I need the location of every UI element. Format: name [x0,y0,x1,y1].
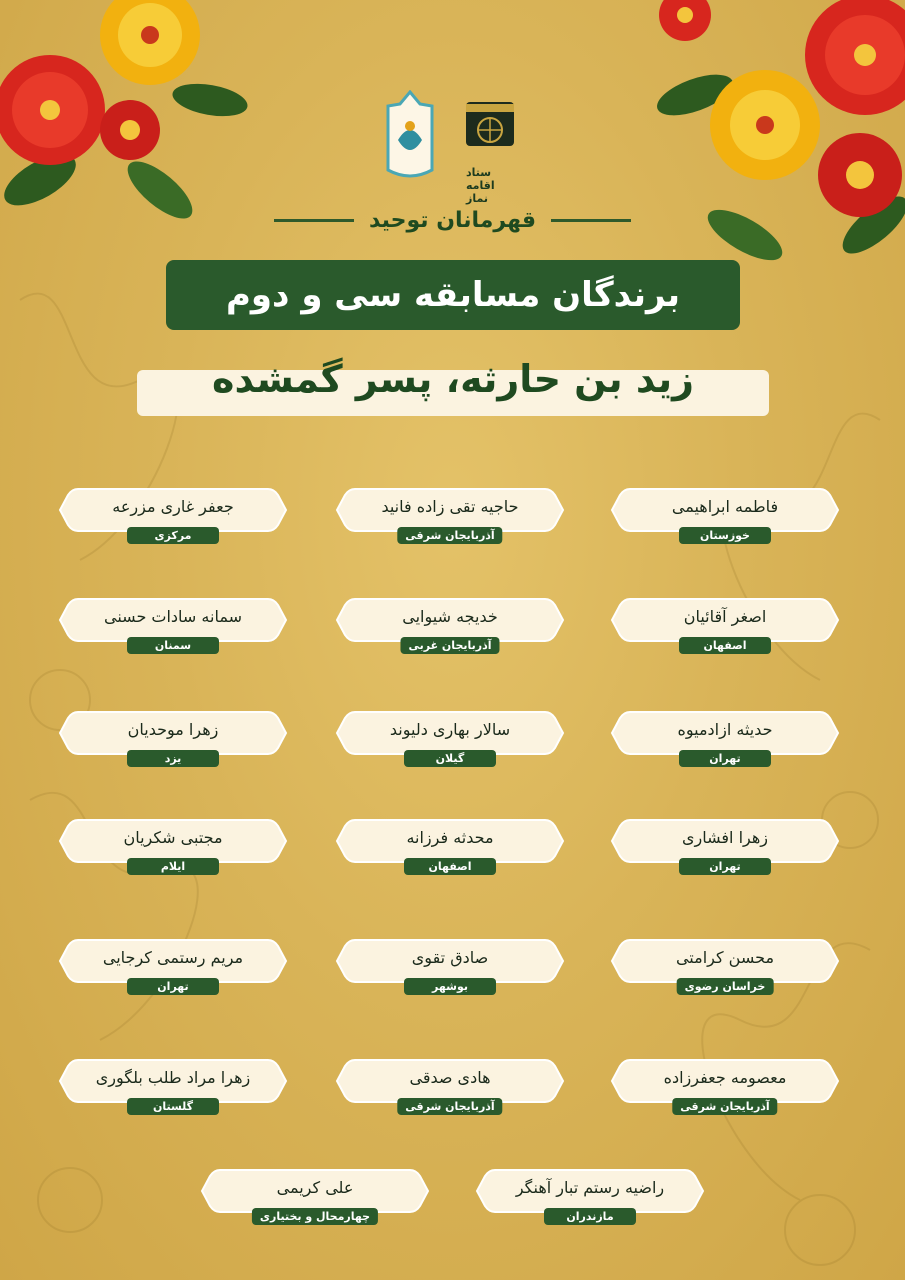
winner-region-badge: مازندران [544,1208,636,1225]
winner-name: زهرا مراد طلب بلگوری [95,1068,251,1087]
winner-name: مجتبی شکریان [123,828,223,847]
winner-name: سمانه سادات حسنی [104,607,242,626]
winner-region-badge: تهران [679,858,771,875]
winner-name: راضیه رستم تبار آهنگر [515,1178,665,1197]
winner-name: محدثه فرزانه [406,828,494,847]
winner-region-badge: بوشهر [404,978,496,995]
winner-card [335,1058,565,1113]
winner-name: جعفر غاری مزرعه [112,497,234,516]
winner-card [610,487,840,542]
winner-card [335,487,565,542]
winner-name: محسن کرامتی [675,948,775,967]
winner-region-badge: ایلام [127,858,219,875]
winner-card [58,597,288,652]
story-title-banner [137,357,769,416]
winner-name: صادق تقوی [411,948,489,967]
divider-line [274,219,354,222]
winner-region-badge: خراسان رضوی [677,978,774,995]
winner-name: معصومه جعفرزاده [663,1068,787,1087]
winner-card [610,938,840,993]
winner-region-badge: مرکزی [127,527,219,544]
winner-region-badge: یزد [127,750,219,767]
winner-name: حاجیه تقی زاده فانید [381,497,519,516]
winner-region-badge: گیلان [404,750,496,767]
winner-card [58,1058,288,1113]
setad-eghameh-namaz-logo [460,98,520,168]
winner-region-badge: تهران [127,978,219,995]
winner-region-badge: آذربایجان غربی [400,637,499,654]
winner-name: فاطمه ابراهیمی [671,497,779,516]
winner-region-badge: تهران [679,750,771,767]
subtitle: قهرمانان توحید [368,208,537,233]
winner-card [610,710,840,765]
winner-card [335,710,565,765]
setad-logo-caption: ستاد اقامه نماز [466,166,495,205]
winner-region-badge: چهارمحال و بختیاری [252,1208,378,1225]
divider-line [551,219,631,222]
winner-name: حدیثه ازادمیوه [677,720,773,739]
winner-region-badge: آذربایجان شرقی [397,527,502,544]
winner-card [200,1168,430,1223]
winner-region-badge: خوزستان [679,527,771,544]
winner-card [335,597,565,652]
winner-name: اصغر آقائیان [683,607,767,626]
page-title: برندگان مسابقه سی و دوم [226,275,680,315]
winner-card [610,1058,840,1113]
winner-name: مریم رستمی کرجایی [102,948,244,967]
flower-decoration-right [635,0,905,275]
winner-card [610,597,840,652]
winner-card [58,818,288,873]
winner-region-badge: آذربایجان شرقی [397,1098,502,1115]
winner-card [58,938,288,993]
winner-card [475,1168,705,1223]
story-title: زید بن حارثه، پسر گمشده [212,357,694,401]
winner-card [58,710,288,765]
logos [380,90,520,205]
winner-region-badge: گلستان [127,1098,219,1115]
winner-card [335,818,565,873]
winner-card [58,487,288,542]
winner-name: زهرا افشاری [681,828,768,847]
winner-region-badge: سمنان [127,637,219,654]
winner-card [335,938,565,993]
winner-name: علی کریمی [276,1178,354,1197]
winner-region-badge: اصفهان [679,637,771,654]
winner-name: زهرا موحدیان [127,720,219,739]
khatam-logo [380,90,440,180]
subtitle-row [0,208,905,233]
winner-name: سالار بهاری دلیوند [389,720,511,739]
winner-region-badge: آذربایجان شرقی [672,1098,777,1115]
title-banner [166,260,740,330]
winner-card [610,818,840,873]
winner-name: هادی صدقی [409,1068,491,1087]
winner-region-badge: اصفهان [404,858,496,875]
winner-name: خدیجه شیوایی [402,607,498,626]
